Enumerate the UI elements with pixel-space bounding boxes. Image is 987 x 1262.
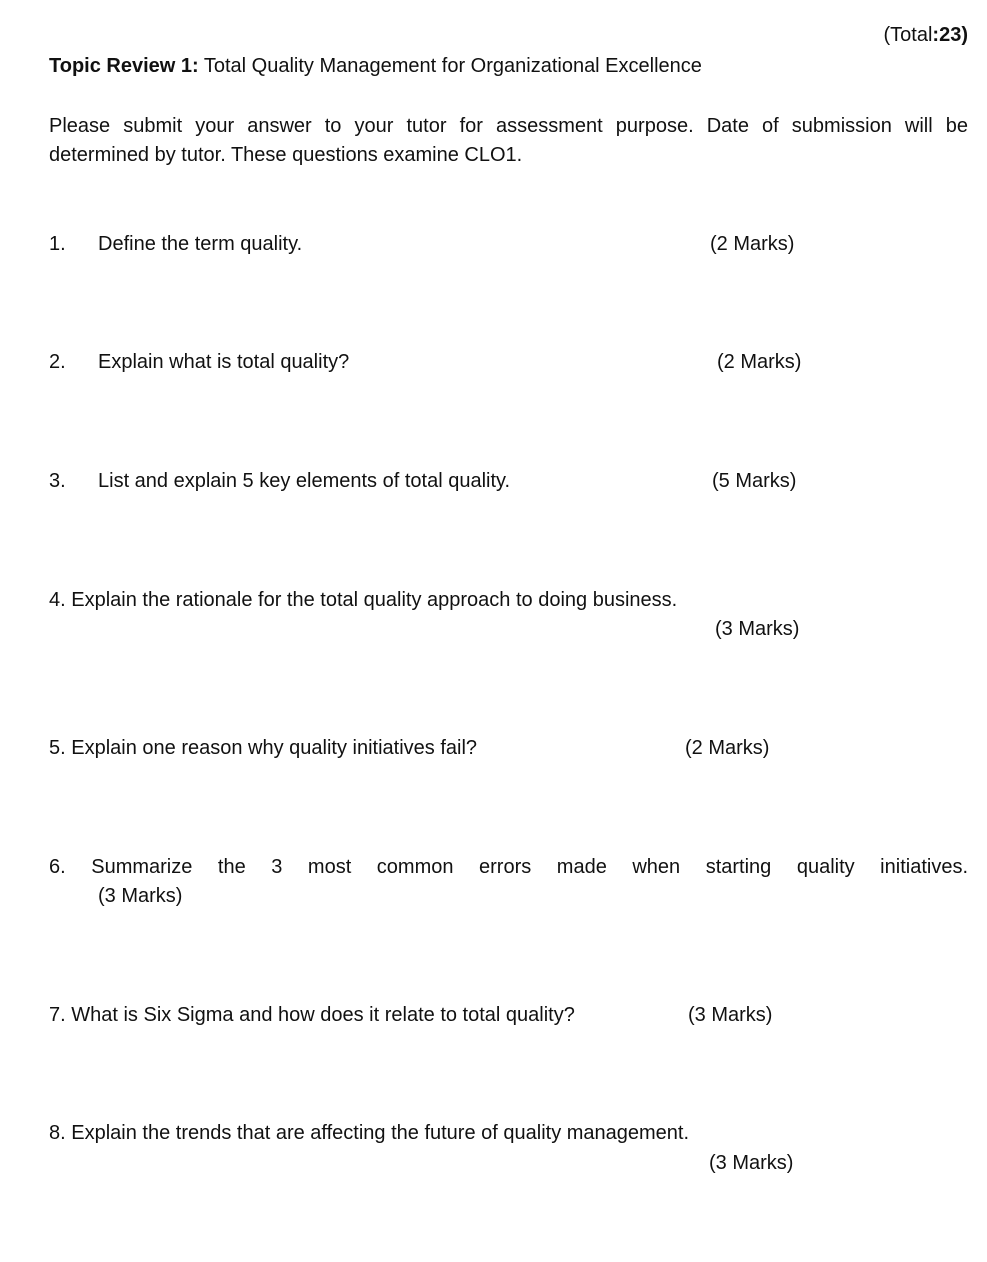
total-marks (884, 21, 968, 50)
question-7-marks: (3 Marks) (688, 1004, 773, 1026)
question-4-text: Explain the rationale for the total quality approach to doing business. (71, 589, 678, 611)
question-1-number: 1. (49, 233, 66, 255)
question-5-number: 5. (49, 737, 66, 759)
question-3-marks: (5 Marks) (712, 470, 797, 492)
question-5-text: Explain one reason why quality initiatives fail? (71, 737, 478, 759)
question-3-text: List and explain 5 key elements of total quality. (98, 470, 511, 492)
question-2-marks: (2 Marks) (717, 351, 802, 373)
question-6-marks: (3 Marks) (98, 885, 183, 907)
total-value: :23) (932, 24, 968, 46)
question-1-text: Define the term quality. (98, 233, 303, 255)
question-8 (49, 1119, 689, 1148)
question-5 (49, 734, 477, 763)
question-7-number: 7. (49, 1004, 66, 1026)
question-7 (49, 1001, 575, 1030)
question-3-number: 3. (49, 470, 66, 492)
total-prefix: (Total (883, 24, 933, 46)
topic-title: Total Quality Management for Organizational Excellence (198, 55, 702, 77)
question-7-text: What is Six Sigma and how does it relate to total quality? (71, 1004, 575, 1026)
question-4 (49, 586, 677, 615)
question-6-text: Summarize the 3 most common errors made when starting quality initiatives. (91, 856, 968, 878)
question-6 (49, 853, 968, 882)
question-2-number: 2. (49, 351, 66, 373)
question-8-text: Explain the trends that are affecting the future of quality management. (71, 1122, 690, 1144)
question-4-marks: (3 Marks) (715, 618, 800, 640)
question-4-number: 4. (49, 589, 66, 611)
question-5-marks: (2 Marks) (685, 737, 770, 759)
topic-label: Topic Review 1: (49, 55, 199, 77)
question-8-number: 8. (49, 1122, 66, 1144)
question-6-number: 6. (49, 856, 66, 878)
page-title (49, 52, 702, 81)
question-8-marks: (3 Marks) (709, 1152, 794, 1174)
question-2-text: Explain what is total quality? (98, 351, 350, 373)
instructions-paragraph: Please submit your answer to your tutor for assessment purpose. Date of submission will be determined by tutor. These questions examine CLO1. (49, 115, 968, 166)
question-1-marks: (2 Marks) (710, 233, 795, 255)
